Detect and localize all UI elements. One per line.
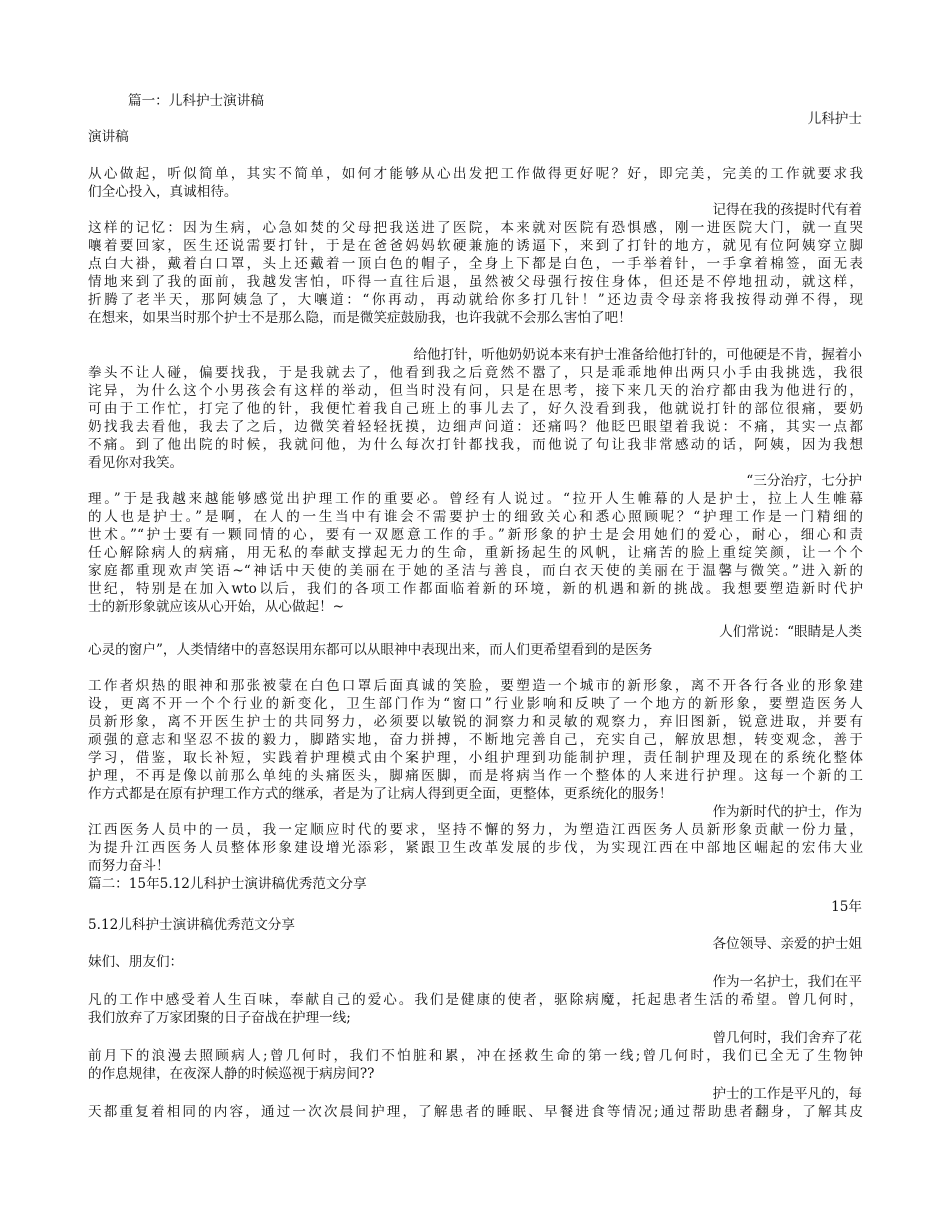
paragraph-line: 的作息规律，在夜深人静的时候巡视于病房间?? [88, 1066, 375, 1082]
paragraph-line: 不痛。到了他出院的时候，我就问他，为什么每次打针都找我，而他说了句让我非常感动的话，阿姨，因为我想 [88, 437, 863, 453]
paragraph-line: 拳头不让人碰，偏要找我，于是我就去了，他看到我之后竟然不嚣了，只是乖乖地伸出两只小手由我挑选，我很 [88, 365, 863, 381]
paragraph-lead: 护士的工作是平凡的，每 [712, 1086, 862, 1102]
paragraph-lead: 作为新时代的护士，作为 [712, 804, 862, 820]
paragraph-line: 从心做起，听似简单，其实不简单，如何才能够从心出发把工作做得更好呢？好，即完美，完美的工作就要求我 [88, 166, 863, 182]
paragraph-line: 点白大褂，戴着白口罩，头上还戴着一顶白色的帽子，全身上下都是白色，一手举着针，一手拿着棉签，面无表 [88, 256, 863, 272]
paragraph-line: 理。”于是我越来越能够感觉出护理工作的重要必。曾经有人说过。“拉开人生帷幕的人是护士，拉上人生帷幕 [88, 491, 863, 507]
paragraph-line: 嚷着要回家，医生还说需要打针，于是在爸爸妈妈软硬兼施的诱逼下，来到了打针的地方，就见有位阿姨穿立脚 [88, 238, 863, 254]
paragraph-line: 护理，不再是像以前那么单纯的头痛医头，脚痛医脚，而是将病当作一个整体的人来进行护理。这每一个新的工 [88, 768, 863, 784]
paragraph-line: 们全心投入，真诚相待。 [88, 184, 238, 200]
greeting-part-b: 妹们、朋友们： [88, 954, 184, 970]
paragraph-line: 学习，借鉴，取长补短，实践着护理模式由个案护理，小组护理到功能制护理，责任制护理及现在的系统化整体 [88, 750, 863, 766]
paragraph-lead: 曾几何时，我们舍弃了花 [712, 1030, 862, 1046]
paragraph-line: 前月下的浪漫去照顾病人;曾几何时，我们不怕脏和累，冲在拯救生命的第一线;曾几何时，我们已全无了生物钟 [88, 1048, 863, 1064]
greeting-part-a: 各位领导、亲爱的护士姐 [712, 936, 862, 952]
paragraph-line: 为提升江西医务人员整体形象建设增光添彩，紧跟卫生改革发展的步伐，为实现江西在中部地区崛起的宏伟大业 [88, 840, 863, 856]
paragraph-line: 可由于工作忙，打完了他的针，我便忙着我自己班上的事儿去了，好久没看到我，他就说打针的部位很痛，要奶 [88, 401, 863, 417]
paragraph-line: 在想来，如果当时那个护士不是那么隐，而是微笑症鼓励我，也许我就不会那么害怕了吧！ [88, 310, 632, 326]
paragraph-lead: “三分治疗，七分护 [746, 473, 862, 489]
paragraph-line: 江西医务人员中的一员，我一定顺应时代的要求，坚持不懈的努力，为塑造江西医务人员新形象贡献一份力量， [88, 822, 863, 838]
paragraph-line: 任心解除病人的病痛，用无私的奉献支撑起无力的生命，重新扬起生的风帆，让痛苦的脸上重绽笑颜，让一个个 [88, 545, 863, 561]
paragraph-line: 士的新形象就应该从心开始，从心做起！~ [88, 599, 345, 615]
heading-2-part-b: 5.12儿科护士演讲稿优秀范文分享 [88, 917, 295, 933]
heading-2-part-a: 15年 [831, 899, 862, 915]
heading-1-part-a: 儿科护士 [807, 111, 862, 127]
paragraph-line: 的人也是护士。”是啊，在人的一生当中有谁会不需要护士的细致关心和悉心照顾呢？“护理工作是一门精细的 [88, 509, 863, 525]
paragraph-line: 这样的记忆：因为生病，心急如焚的父母把我送进了医院，本来就对医院有恐惧感，刚一进医院大门，就一直哭 [88, 220, 863, 236]
paragraph-line: 设，更离不开一个个行业的新变化，卫生部门作为“窗口”行业影响和反映了一个地方的新形象，要塑造医务人 [88, 696, 863, 712]
paragraph-line: 情地来到了我的面前，我越发害怕，吓得一直往后退，虽然被父母强行按住身体，但还是不停地扭动，就这样， [88, 274, 863, 290]
paragraph-line: 员新形象，离不开医生护士的共同努力，必须要以敏锐的洞察力和灵敏的观察力，弃旧图新，锐意进取，并要有 [88, 714, 863, 730]
paragraph-line: 看见你对我笑。 [88, 455, 184, 471]
paragraph-line: 天都重复着相同的内容，通过一次次晨间护理，了解患者的睡眠、早餐进食等情况;通过帮助患者翻身，了解其皮 [88, 1104, 863, 1120]
paragraph-line: 奶找我去看他，我去了之后，边微笑着轻轻抚摸，边细声问道：还痛吗？他眨巴眼望着我说：不痛，其实一点都 [88, 419, 863, 435]
paragraph-line: 工作者炽热的眼神和那张被蒙在白色口罩后面真诚的笑脸，要塑造一个城市的新形象，离不开各行各业的形象建 [88, 678, 863, 694]
paragraph-line: 诧异，为什么这个小男孩会有这样的举动，但当时没有问，只是在思考，接下来几天的治疗都由我为他进行的， [88, 383, 863, 399]
paragraph-line: 心灵的窗户”，人类情绪中的喜怒误用东都可以从眼神中表现出来，而人们更希望看到的是医务 [88, 642, 653, 658]
paragraph-lead: 人们常说：“眼睛是人类 [719, 624, 862, 640]
paragraph-line: 世纪，特别是在加入wto以后，我们的各项工作都面临着新的环境，新的机遇和新的挑战。我想要塑造新时代护 [88, 581, 863, 597]
paragraph-lead: 作为一名护士，我们在平 [712, 974, 862, 990]
paragraph-line: 折腾了老半天，那阿姨急了，大嚷道：“你再动，再动就给你多打几针！”还边责令母亲将我按得动弹不得，现 [88, 292, 863, 308]
section-title-2: 篇二：15年5.12儿科护士演讲稿优秀范文分享 [88, 876, 367, 892]
paragraph-line: 我们放弃了万家团聚的日子奋战在护理一线; [88, 1010, 351, 1026]
paragraph-line: 世术。”“护士要有一颗同情的心，要有一双愿意工作的手。”新形象的护士是会用她们的爱心，耐心，细心和责 [88, 527, 863, 543]
paragraph-lead: 给他打针，听他奶奶说本来有护士准备给他打针的，可他硬是不肯，握着小 [413, 347, 862, 363]
paragraph-line: 家庭都重现欢声笑语~“神话中天使的美丽在于她的圣洁与善良，而白衣天使的美丽在于温馨与微笑。”进入新的 [88, 563, 863, 579]
heading-1-part-b: 演讲稿 [88, 129, 129, 145]
paragraph-line: 顽强的意志和坚忍不拔的毅力，脚踏实地，奋力拼搏，不断地完善自己，充实自己，解放思想，转变观念，善于 [88, 732, 863, 748]
paragraph-line: 凡的工作中感受着人生百味，奉献自己的爱心。我们是健康的使者，驱除病魔，托起患者生活的希望。曾几何时， [88, 992, 863, 1008]
paragraph-lead: 记得在我的孩提时代有着 [712, 202, 862, 218]
section-title-1: 篇一：儿科护士演讲稿 [128, 93, 264, 109]
paragraph-line: 作方式都是在原有护理工作方式的继承，者是为了让病人得到更全面，更整体，更系统化的服务！ [88, 786, 673, 802]
paragraph-line: 而努力奋斗！ [88, 858, 170, 874]
